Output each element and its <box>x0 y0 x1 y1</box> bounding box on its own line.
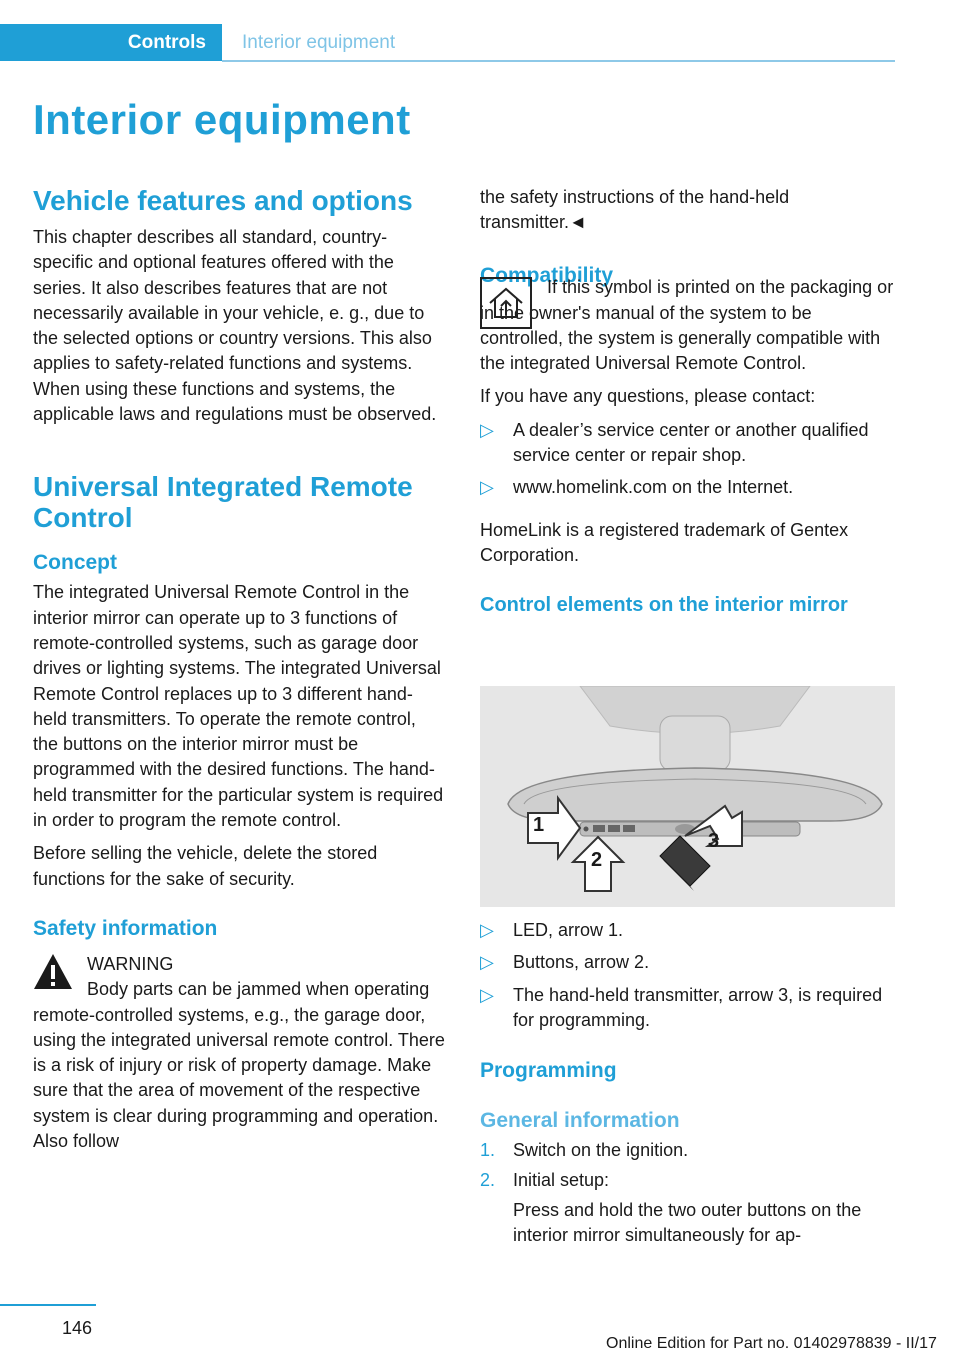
warning-text: Body parts can be jammed when operating remote-controlled systems, e.g., the garage door, using the integrated universal remote control. There is a risk of injury or risk of property damage. Make sure that the area of movement of the respective system is clear during programming and operation. Also follow <box>33 979 445 1152</box>
paragraph-compatibility: If this symbol is printed on the packaging or in the owner's manual of the system to be controlled, the system is generally compatible with the integrated Universal Remote Control. <box>480 277 894 374</box>
list-item <box>480 418 895 469</box>
warning-block <box>33 952 445 1154</box>
triangle-bullet-icon: ▷ <box>480 920 494 940</box>
step-detail: Press and hold the two outer buttons on the interior mirror simultaneously for ap- <box>513 1199 862 1246</box>
contact-list <box>480 418 895 501</box>
header-tab-controls: Controls <box>0 24 222 61</box>
heading-programming: Programming <box>480 1059 617 1083</box>
header-divider <box>222 60 895 62</box>
warning-triangle-icon <box>33 952 73 992</box>
heading-vehicle-features: Vehicle features and options <box>33 185 413 216</box>
right-column-lower <box>480 918 895 1248</box>
page-number: 146 <box>62 1318 93 1338</box>
figure-label-1: 1 <box>533 814 545 836</box>
heading-concept: Concept <box>33 551 117 575</box>
right-column <box>480 185 895 618</box>
paragraph-selling: Before selling the vehicle, delete the stored functions for the sake of security. <box>33 843 378 889</box>
left-column <box>33 185 445 1154</box>
triangle-bullet-icon: ▷ <box>480 952 494 973</box>
step-text: Switch on the ignition. <box>513 1140 689 1161</box>
elements-list <box>480 918 895 1033</box>
footer-divider <box>0 1304 96 1306</box>
header-section-title: Interior equipment <box>242 32 396 53</box>
paragraph-trademark: HomeLink is a registered trademark of Gentex Corporation. <box>480 519 849 565</box>
paragraph-safety-continued: the safety instructions of the hand-held transmitter.◄ <box>480 187 790 233</box>
paragraph-questions: If you have any questions, please contact: <box>480 386 816 407</box>
heading-compatibility: Compatibility <box>480 263 614 287</box>
heading-safety-information: Safety information <box>33 916 218 940</box>
list-item <box>480 475 895 500</box>
heading-universal-remote-control: Universal Integrated Remote Control <box>33 471 413 534</box>
triangle-bullet-icon: ▷ <box>480 984 494 1005</box>
step-item <box>480 1168 895 1248</box>
compatibility-block <box>480 275 895 376</box>
triangle-bullet-icon: ▷ <box>480 419 494 440</box>
list-item <box>480 983 895 1034</box>
list-item <box>480 950 895 975</box>
list-item-text: LED, arrow 1. <box>513 920 624 940</box>
paragraph-concept: The integrated Universal Remote Control in the interior mirror can operate up to 3 functions of remote-controlled systems, such as garage door drives or lighting systems. The integrated Universal Remote Control replaces up to 3 different hand-held transmitters. To operate the remote control, the buttons on the interior mirror must be programmed with the desired functions. The hand-held transmitter for the particular system is required in order to program the remote control. <box>33 582 444 831</box>
interior-mirror-figure <box>480 686 895 907</box>
page-title: Interior equipment <box>33 96 411 143</box>
steps-list <box>480 1138 895 1248</box>
paragraph-vehicle-features: This chapter describes all standard, country-specific and optional features offered with the series. It also describes features that are not necessarily available in your vehicle, e. g., due to the selected options or country versions. This also applies to safety-related functions and systems. When using these functions and systems, the applicable laws and regulations must be observed. <box>33 227 437 425</box>
list-item <box>480 918 895 943</box>
step-text: Initial setup: <box>513 1170 610 1191</box>
triangle-bullet-icon: ▷ <box>480 477 494 498</box>
list-item-text: www.homelink.com on the Internet. <box>513 477 794 498</box>
step-item <box>480 1138 895 1163</box>
step-number: 1. <box>480 1140 496 1161</box>
figure-label-3: 3 <box>708 830 720 852</box>
figure-label-2: 2 <box>591 849 603 871</box>
list-item-text: The hand-held transmitter, arrow 3, is required for programming. <box>513 984 883 1030</box>
warning-label: WARNING <box>87 953 174 974</box>
list-item-text: Buttons, arrow 2. <box>513 952 650 973</box>
list-item-text: A dealer’s service center or another qualified service center or repair shop. <box>513 419 869 466</box>
home-symbol-icon <box>480 277 532 329</box>
heading-control-elements: Control elements on the interior mirror <box>480 594 848 617</box>
step-number: 2. <box>480 1170 496 1191</box>
heading-general-information: General information <box>480 1109 680 1133</box>
footer-edition: Online Edition for Part no. 01402978839 - II/17 <box>606 1335 937 1352</box>
